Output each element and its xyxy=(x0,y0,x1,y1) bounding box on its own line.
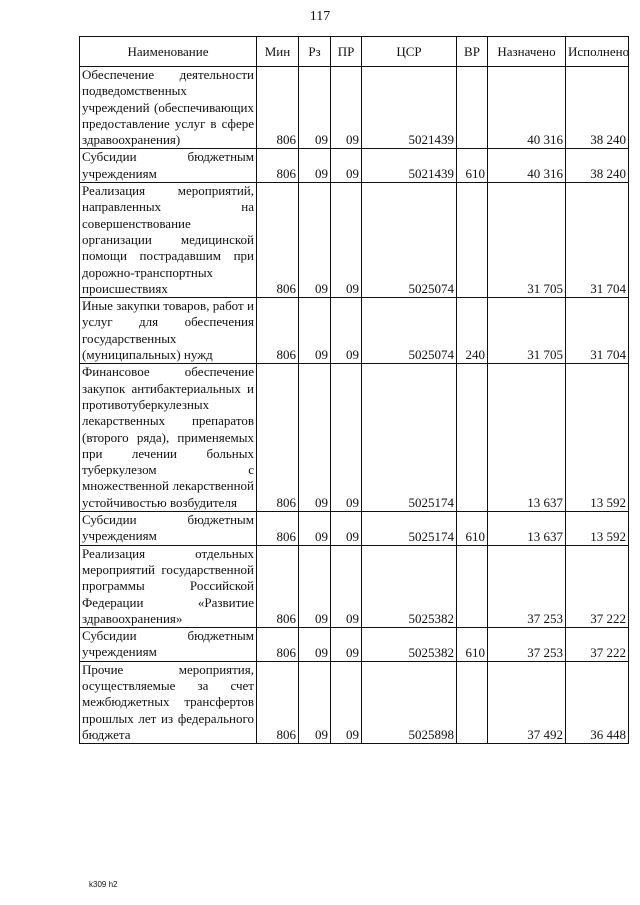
cell-min: 806 xyxy=(257,661,299,743)
cell-rz: 09 xyxy=(299,183,331,298)
cell-vr xyxy=(457,67,488,149)
cell-assigned: 13 637 xyxy=(488,512,566,546)
table-row xyxy=(80,545,629,627)
cell-name: Субсидии бюджетным учреждениям xyxy=(80,149,257,183)
cell-vr: 240 xyxy=(457,298,488,364)
cell-vr: 610 xyxy=(457,628,488,662)
cell-csr: 5025074 xyxy=(362,298,457,364)
cell-csr: 5021439 xyxy=(362,67,457,149)
cell-pr: 09 xyxy=(331,364,362,512)
cell-name: Обеспечение деятельности подведомственных учреждений (обеспечивающих предоставление услуг в сфере здравоохранения) xyxy=(80,67,257,149)
cell-rz: 09 xyxy=(299,364,331,512)
table-row xyxy=(80,364,629,512)
cell-name: Финансовое обеспечение закупок антибактериальных и противотуберкулезных лекарственных препаратов (второго ряда), применяемых при лечении больных туберкулезом с множественной лекарственной устойчивостью возбудителя xyxy=(80,364,257,512)
cell-pr: 09 xyxy=(331,183,362,298)
table-row xyxy=(80,512,629,546)
cell-min: 806 xyxy=(257,149,299,183)
cell-vr: 610 xyxy=(457,512,488,546)
table-row xyxy=(80,298,629,364)
cell-pr: 09 xyxy=(331,545,362,627)
cell-pr: 09 xyxy=(331,628,362,662)
page-number: 117 xyxy=(309,9,331,24)
cell-assigned: 37 253 xyxy=(488,545,566,627)
cell-executed: 37 222 xyxy=(566,628,629,662)
budget-table xyxy=(79,36,629,744)
cell-pr: 09 xyxy=(331,661,362,743)
cell-csr: 5025898 xyxy=(362,661,457,743)
cell-executed: 38 240 xyxy=(566,149,629,183)
cell-executed: 13 592 xyxy=(566,364,629,512)
cell-assigned: 31 705 xyxy=(488,298,566,364)
cell-vr: 610 xyxy=(457,149,488,183)
cell-csr: 5025174 xyxy=(362,512,457,546)
header-csr: ЦСР xyxy=(362,37,457,67)
cell-assigned: 13 637 xyxy=(488,364,566,512)
cell-assigned: 37 253 xyxy=(488,628,566,662)
cell-assigned: 40 316 xyxy=(488,67,566,149)
table-header xyxy=(80,37,629,67)
cell-rz: 09 xyxy=(299,661,331,743)
cell-csr: 5021439 xyxy=(362,149,457,183)
cell-vr xyxy=(457,661,488,743)
cell-executed: 37 222 xyxy=(566,545,629,627)
cell-min: 806 xyxy=(257,67,299,149)
cell-assigned: 40 316 xyxy=(488,149,566,183)
cell-assigned: 31 705 xyxy=(488,183,566,298)
table-row xyxy=(80,183,629,298)
cell-min: 806 xyxy=(257,298,299,364)
cell-executed: 36 448 xyxy=(566,661,629,743)
cell-csr: 5025174 xyxy=(362,364,457,512)
cell-executed: 38 240 xyxy=(566,67,629,149)
cell-csr: 5025382 xyxy=(362,545,457,627)
header-rz: Рз xyxy=(299,37,331,67)
cell-pr: 09 xyxy=(331,298,362,364)
header-name: Наименование xyxy=(80,37,257,67)
cell-vr xyxy=(457,545,488,627)
cell-name: Субсидии бюджетным учреждениям xyxy=(80,628,257,662)
cell-csr: 5025074 xyxy=(362,183,457,298)
header-min: Мин xyxy=(257,37,299,67)
footer-code: k309 h2 xyxy=(89,880,118,889)
cell-min: 806 xyxy=(257,364,299,512)
cell-min: 806 xyxy=(257,628,299,662)
cell-name: Реализация отдельных мероприятий государственной программы Российской Федерации «Развитие здравоохранения» xyxy=(80,545,257,627)
cell-min: 806 xyxy=(257,183,299,298)
table-body xyxy=(80,67,629,744)
cell-executed: 13 592 xyxy=(566,512,629,546)
cell-name: Субсидии бюджетным учреждениям xyxy=(80,512,257,546)
cell-name: Прочие мероприятия, осуществляемые за счет межбюджетных трансфертов прошлых лет из федерального бюджета xyxy=(80,661,257,743)
cell-csr: 5025382 xyxy=(362,628,457,662)
cell-rz: 09 xyxy=(299,545,331,627)
header-pr: ПР xyxy=(331,37,362,67)
table-row xyxy=(80,67,629,149)
cell-rz: 09 xyxy=(299,149,331,183)
cell-executed: 31 704 xyxy=(566,298,629,364)
cell-rz: 09 xyxy=(299,67,331,149)
table-row xyxy=(80,628,629,662)
header-assigned: Назначено xyxy=(488,37,566,67)
cell-vr xyxy=(457,364,488,512)
cell-executed: 31 704 xyxy=(566,183,629,298)
cell-name: Реализация мероприятий, направленных на совершенствование организации медицинской помощи пострадавшим при дорожно-транспортных происшествиях xyxy=(80,183,257,298)
cell-rz: 09 xyxy=(299,512,331,546)
cell-assigned: 37 492 xyxy=(488,661,566,743)
table-row xyxy=(80,149,629,183)
header-vr: ВР xyxy=(457,37,488,67)
cell-rz: 09 xyxy=(299,628,331,662)
cell-vr xyxy=(457,183,488,298)
cell-pr: 09 xyxy=(331,67,362,149)
cell-pr: 09 xyxy=(331,512,362,546)
cell-min: 806 xyxy=(257,545,299,627)
cell-rz: 09 xyxy=(299,298,331,364)
header-executed: Исполнено xyxy=(566,37,629,67)
table-row xyxy=(80,661,629,743)
cell-min: 806 xyxy=(257,512,299,546)
header-row xyxy=(80,37,629,67)
cell-pr: 09 xyxy=(331,149,362,183)
cell-name: Иные закупки товаров, работ и услуг для обеспечения государственных (муниципальных) нужд xyxy=(80,298,257,364)
